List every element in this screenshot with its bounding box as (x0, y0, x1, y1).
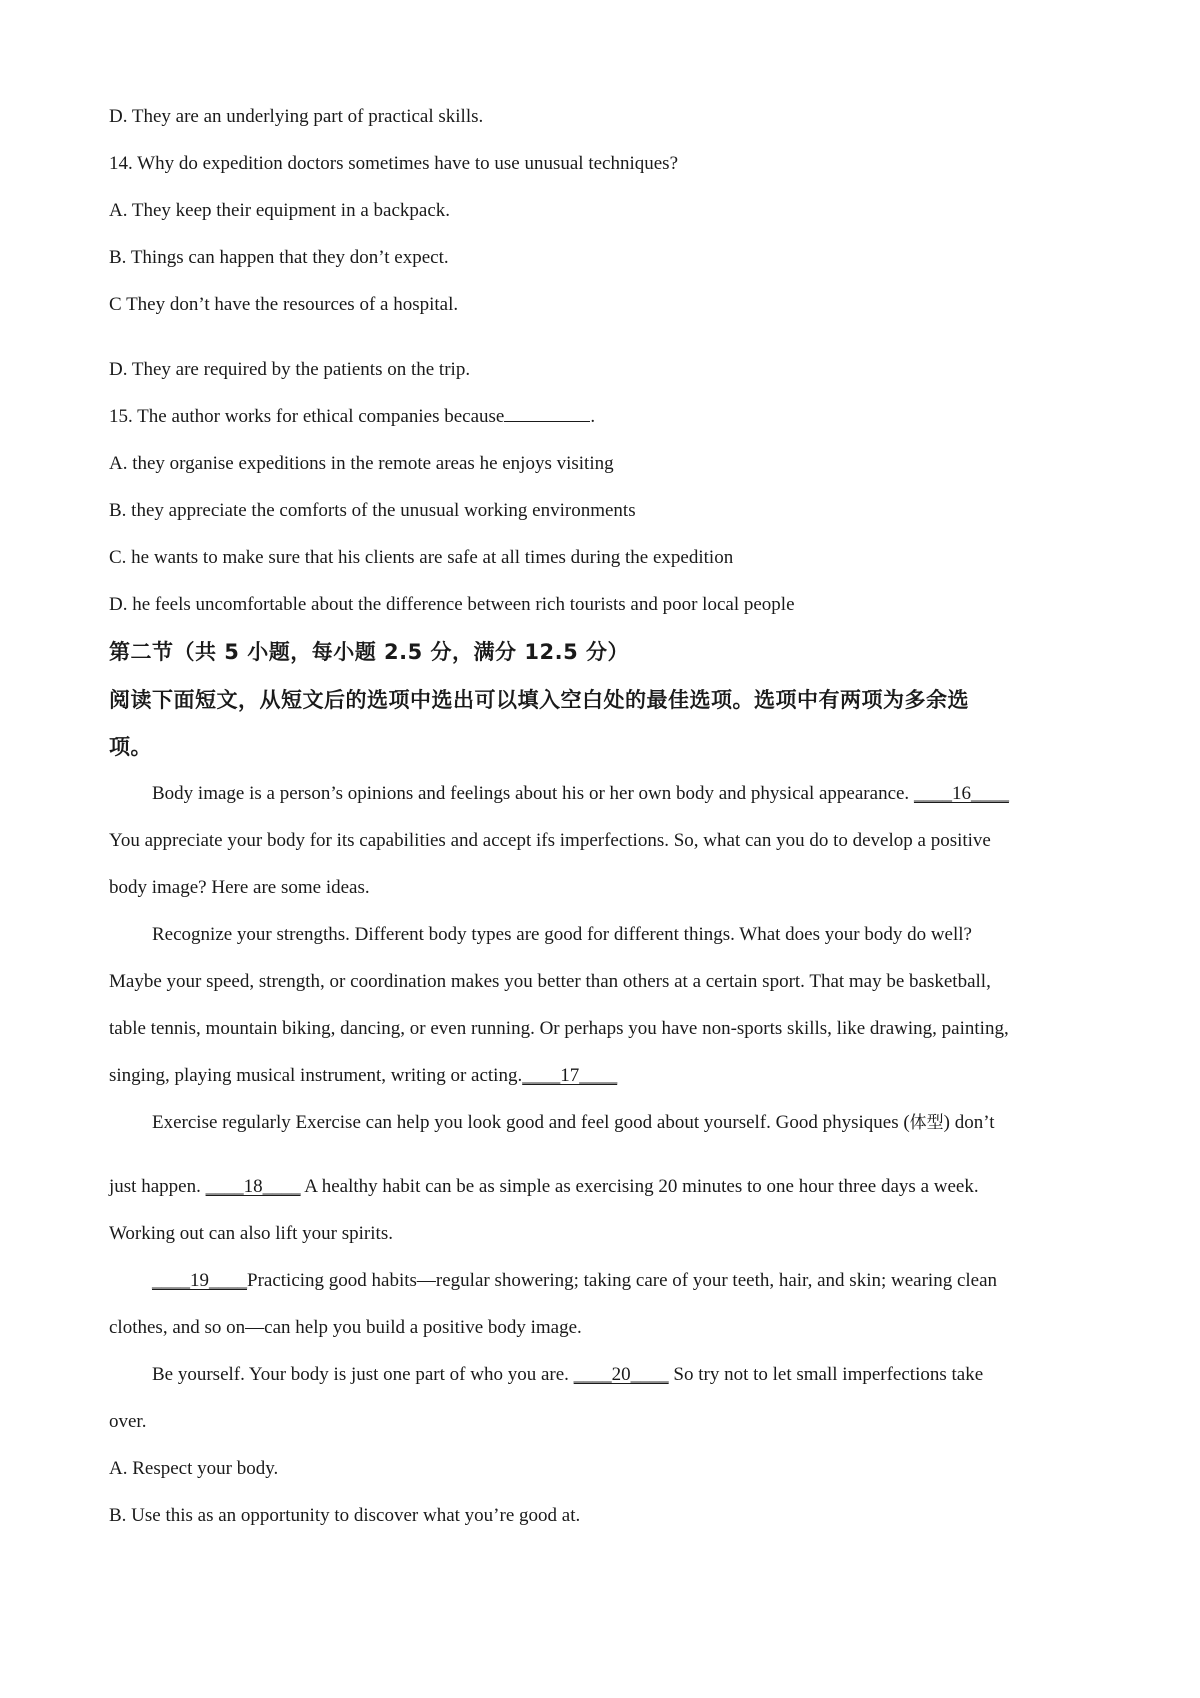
q14-option-b: B. Things can happen that they don’t expect. (109, 247, 449, 268)
passage-p3-line3: Working out can also lift your spirits. (109, 1223, 393, 1244)
passage-p2-line3: table tennis, mountain biking, dancing, or even running. Or perhaps you have non-sports skills, like drawing, painting, (109, 1018, 1009, 1039)
q15-option-b: B. they appreciate the comforts of the unusual working environments (109, 500, 636, 521)
passage-text: Practicing good habits—regular showering; taking care of your teeth, hair, and skin; wearing clean (247, 1270, 998, 1291)
passage-p5-line1 (152, 1363, 983, 1387)
passage-p2-line2: Maybe your speed, strength, or coordination makes you better than others at a certain sport. That may be basketball, (109, 971, 991, 992)
q15-option-a: A. they organise expeditions in the remote areas he enjoys visiting (109, 453, 614, 474)
blank-18: ____18____ (205, 1176, 301, 1197)
q14-option-a: A. They keep their equipment in a backpack. (109, 200, 450, 221)
q14-option-c: C They don’t have the resources of a hospital. (109, 294, 459, 315)
passage-p1-line2: You appreciate your body for its capabilities and accept ifs imperfections. So, what can you do to develop a positive (109, 830, 991, 851)
passage-p1-line1 (152, 782, 1009, 806)
passage-text: A healthy habit can be as simple as exercising 20 minutes to one hour three days a week. (300, 1176, 979, 1197)
section-instruction: 阅读下面短文，从短文后的选项中选出可以填入空白处的最佳选项。选项中有两项为多余选 (109, 688, 969, 712)
option-a: A. Respect your body. (109, 1458, 279, 1479)
passage-text: Exercise regularly Exercise can help you look good and feel good about yourself. Good physiques ( (152, 1112, 910, 1133)
section-heading: 第二节（共 5 小题，每小题 2.5 分，满分 12.5 分） (109, 640, 629, 664)
blank-19: ____19____ (152, 1270, 247, 1291)
passage-p2-line4 (109, 1064, 617, 1088)
passage-p3-line1 (152, 1111, 995, 1135)
passage-p4-line2: clothes, and so on—can help you build a positive body image. (109, 1317, 582, 1338)
passage-text: Body image is a person’s opinions and feelings about his or her own body and physical appearance. (152, 783, 914, 804)
section-instruction-cont: 项。 (109, 735, 152, 759)
blank-17: ____17____ (522, 1065, 618, 1086)
passage-p5-line2: over. (109, 1411, 147, 1432)
passage-p2-line1: Recognize your strengths. Different body types are good for different things. What does your body do well? (152, 924, 972, 945)
passage-p1-line3: body image? Here are some ideas. (109, 877, 370, 898)
passage-text: ) don’t (943, 1112, 995, 1133)
passage-text: just happen. (109, 1176, 206, 1197)
blank-20: ____20____ (573, 1364, 669, 1385)
option-b: B. Use this as an opportunity to discover what you’re good at. (109, 1505, 581, 1526)
q15-answer-blank (504, 421, 590, 422)
passage-text: Be yourself. Your body is just one part of who you are. (152, 1364, 574, 1385)
chinese-gloss: 体型 (909, 1113, 944, 1133)
q15-option-c: C. he wants to make sure that his clients are safe at all times during the expedition (109, 547, 734, 568)
q15-stem (109, 405, 595, 429)
q15-stem-text: 15. The author works for ethical companies because (109, 406, 505, 427)
passage-p4-line1 (152, 1269, 997, 1293)
q13-option-d: D. They are an underlying part of practical skills. (109, 106, 484, 127)
q14-option-d: D. They are required by the patients on the trip. (109, 359, 471, 380)
q15-option-d: D. he feels uncomfortable about the difference between rich tourists and poor local people (109, 594, 795, 615)
passage-p3-line2 (109, 1175, 979, 1199)
q15-stem-end: . (590, 406, 596, 427)
passage-text: So try not to let small imperfections take (668, 1364, 984, 1385)
q14-stem: 14. Why do expedition doctors sometimes have to use unusual techniques? (109, 153, 679, 174)
blank-16: ____16____ (913, 783, 1009, 804)
passage-text: singing, playing musical instrument, writing or acting. (109, 1065, 523, 1086)
